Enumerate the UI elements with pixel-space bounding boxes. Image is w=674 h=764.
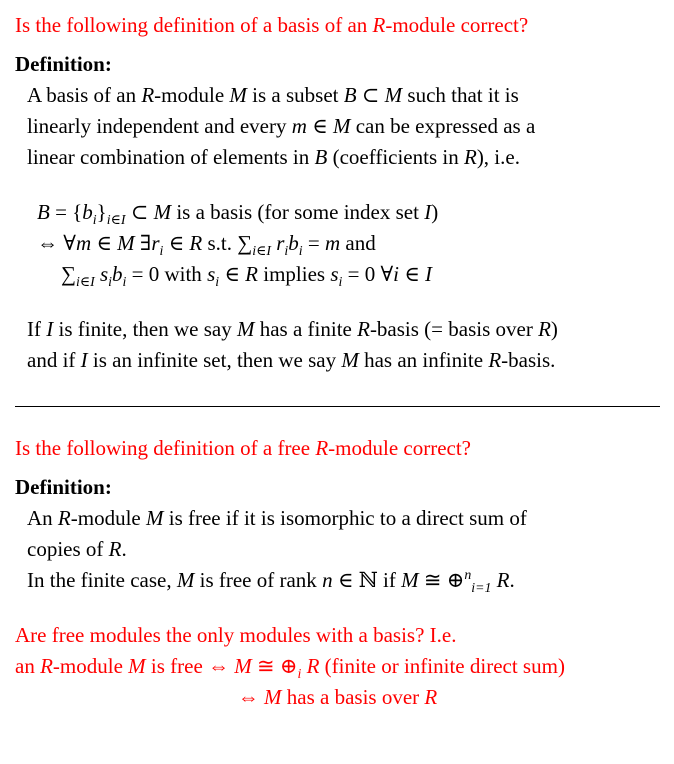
math-line: ⇔ ∀m ∈ M $\exists r_i$ ∈ R s.t. $\sum_{i\in I}$ $r_ib_i = m$ and — [37, 231, 376, 259]
math-line: $B = \{b_i\}_{i\in I}$ ⊂ M is a basis (for some index set I) — [37, 200, 439, 228]
text-line: An R-module M is free if it is isomorphic to a direct sum of — [27, 506, 527, 530]
basis-definition-text — [15, 80, 660, 173]
definition-heading: Definition: — [15, 475, 112, 499]
text-line: copies of R. — [27, 537, 127, 561]
text-line: and if I is an infinite set, then we say M has an infinite R-basis. — [27, 348, 556, 372]
definition-heading: Definition: — [15, 52, 112, 76]
finite-basis-paragraph — [15, 314, 660, 376]
section-divider — [15, 406, 660, 407]
question-free-module: Is the following definition of a free R-module correct? — [15, 436, 471, 460]
text-line: If I is finite, then we say M has a finite R-basis (= basis over R) — [27, 317, 558, 341]
free-module-definition-text — [15, 503, 660, 596]
statement-free-iff: an R-module M is free ⇔ M ≅ $\oplus_i$ R (finite or infinite direct sum) — [15, 654, 565, 682]
question-free-basis: Are free modules the only modules with a basis? I.e. — [15, 623, 457, 647]
statement-basis-over-r: ⇔ M has a basis over R — [237, 685, 438, 709]
free-basis-question-block — [15, 620, 660, 713]
text-line: In the finite case, M is free of rank n ∈ ℕ if M ≅ ⊕$^n_{i=1}$ R. — [27, 567, 515, 596]
text-line: A basis of an R-module M is a subset B ⊂ M such that it is — [27, 83, 519, 107]
basis-math-block — [15, 197, 660, 290]
question-basis-definition: Is the following definition of a basis of an R-module correct? — [15, 13, 529, 37]
text-line: linear combination of elements in B (coefficients in R), i.e. — [27, 145, 520, 169]
math-line: $\sum_{i\in I}$ $s_ib_i = 0$ with $s_i$ ∈ R implies $s_i = 0$ ∀i ∈ I — [61, 262, 433, 290]
text-line: linearly independent and every m ∈ M can be expressed as a — [27, 114, 536, 138]
